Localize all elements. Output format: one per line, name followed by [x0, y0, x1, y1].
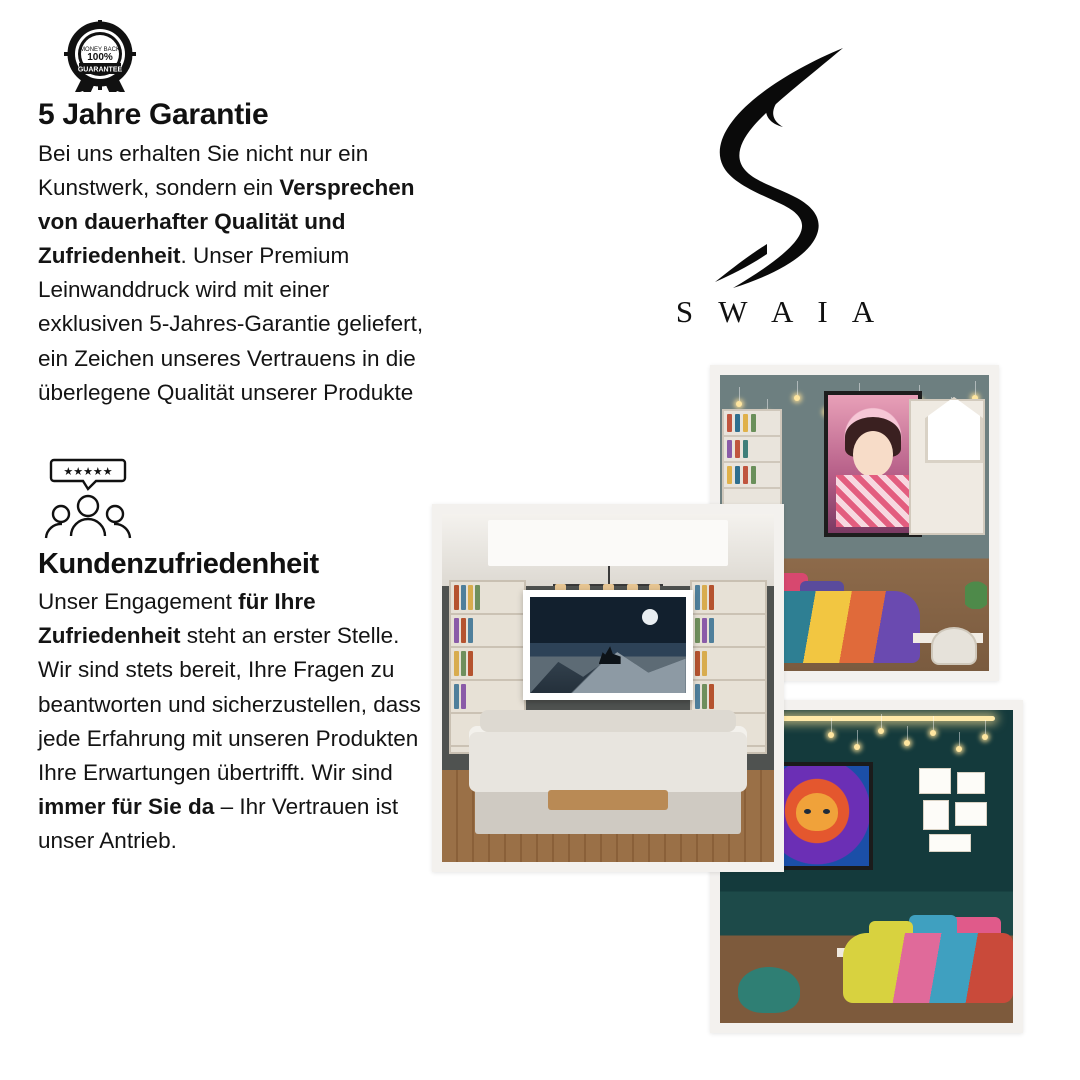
svg-text:100%: 100% [87, 52, 113, 63]
swaia-s-monogram-icon [675, 42, 875, 292]
star-rating-text: ★★★★★ [63, 465, 113, 478]
left-text-column [38, 20, 430, 859]
section-body-kundenzufriedenheit [38, 585, 430, 859]
brand-logo [660, 42, 890, 330]
section-title-garantie: 5 Jahre Garantie [38, 98, 269, 131]
text-run-bold: für Ihre Zufriedenheit [38, 589, 316, 649]
text-run: Bei uns erhalten Sie nicht nur ein Kunstwerk, sondern ein [38, 140, 369, 200]
customer-group-rating-icon [38, 456, 134, 542]
text-run: . Unser Premium Leinwanddruck wird mit einer exklusiven 5-Jahres-Garantie geliefert, ein Zeichen unseres Vertrauens in die überlegene Qualität unserer Produkte [38, 243, 424, 405]
text-run: Unser Engagement [38, 589, 239, 614]
svg-text:GUARANTEE: GUARANTEE [77, 66, 123, 74]
wolf-canvas-artwork [523, 590, 692, 700]
text-run-bold: immer für Sie da [38, 794, 215, 820]
section-body-garantie [38, 137, 430, 411]
anime-canvas-artwork [824, 391, 922, 537]
text-run-bold: Versprechen von dauerhafter Qualität und Zufriedenheit [38, 174, 415, 269]
living-room-wolf-canvas-photo [432, 504, 784, 872]
section-title-kundenzufriedenheit: Kundenzufriedenheit [38, 548, 319, 580]
guarantee-seal-icon [50, 20, 146, 88]
brand-wordmark: S W A I A [675, 294, 884, 329]
svg-text:MONEY BACK: MONEY BACK [80, 47, 120, 53]
text-run: steht an erster Stelle. Wir sind stets bereit, Ihre Fragen zu beantworten und sicherzustellen, dass jede Erfahrung mit unseren Produkten Ihre Erwartungen übertrifft. Wir sind [38, 623, 421, 785]
text-run: – Ihr Vertrauen ist unser Antrieb. [38, 794, 399, 854]
